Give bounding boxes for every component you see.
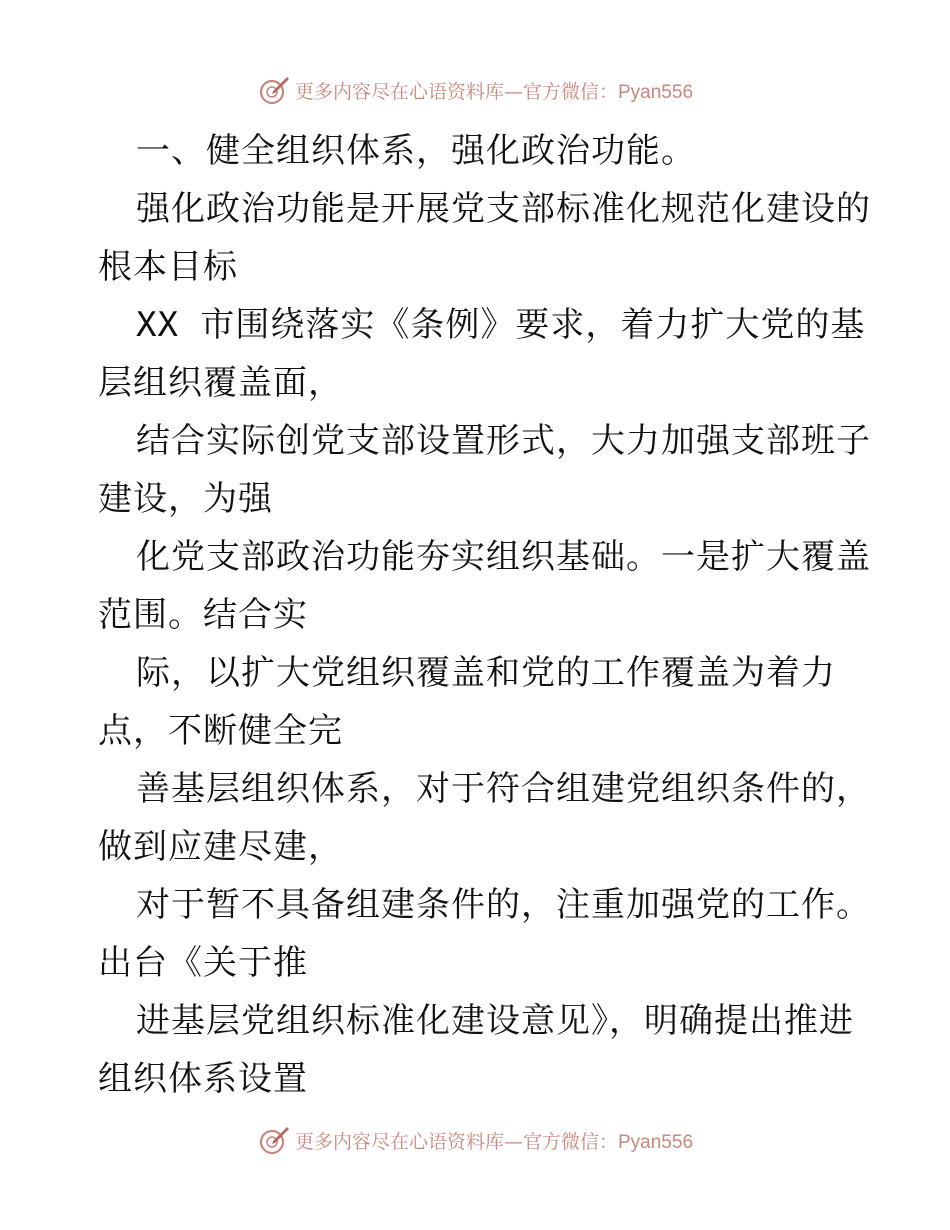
text-line: XX 市围绕落实《条例》要求，着力扩大党的基 <box>136 305 866 345</box>
text-line: 根本目标 <box>98 247 238 287</box>
text-line: 进基层党组织标准化建设意见》，明确提出推进 <box>136 1001 854 1041</box>
footer-watermark <box>0 1120 950 1160</box>
text-line: 做到应建尽建， <box>98 827 343 867</box>
pen-logo-icon <box>257 73 291 107</box>
text-line: 点，不断健全完 <box>98 711 343 751</box>
text-line: 强化政治功能是开展党支部标准化规范化建设的 <box>136 189 871 229</box>
text-line: 建设，为强 <box>98 479 273 519</box>
text-line: 结合实际创党支部设置形式，大力加强支部班子 <box>136 421 871 461</box>
text-line: 际，以扩大党组织覆盖和党的工作覆盖为着力 <box>136 653 836 693</box>
watermark-text: 更多内容尽在心语资料库—官方微信：Pyan556 <box>294 80 694 103</box>
text-line: 组织体系设置 <box>98 1059 308 1099</box>
text-line: 对于暂不具备组建条件的，注重加强党的工作。 <box>136 885 871 925</box>
text-line: 善基层组织体系，对于符合组建党组织条件的， <box>136 769 871 809</box>
text-line: 化党支部政治功能夯实组织基础。一是扩大覆盖 <box>136 537 871 577</box>
text-line: 出台《关于推 <box>98 943 308 983</box>
text-line: 范围。结合实 <box>98 595 308 635</box>
pen-logo-icon <box>257 1123 291 1157</box>
document-body <box>98 122 871 1108</box>
header-watermark <box>0 70 950 110</box>
text-line: 一、健全组织体系，强化政治功能。 <box>136 131 696 171</box>
watermark-text: 更多内容尽在心语资料库—官方微信：Pyan556 <box>294 1130 694 1153</box>
text-line: 层组织覆盖面， <box>98 363 343 403</box>
